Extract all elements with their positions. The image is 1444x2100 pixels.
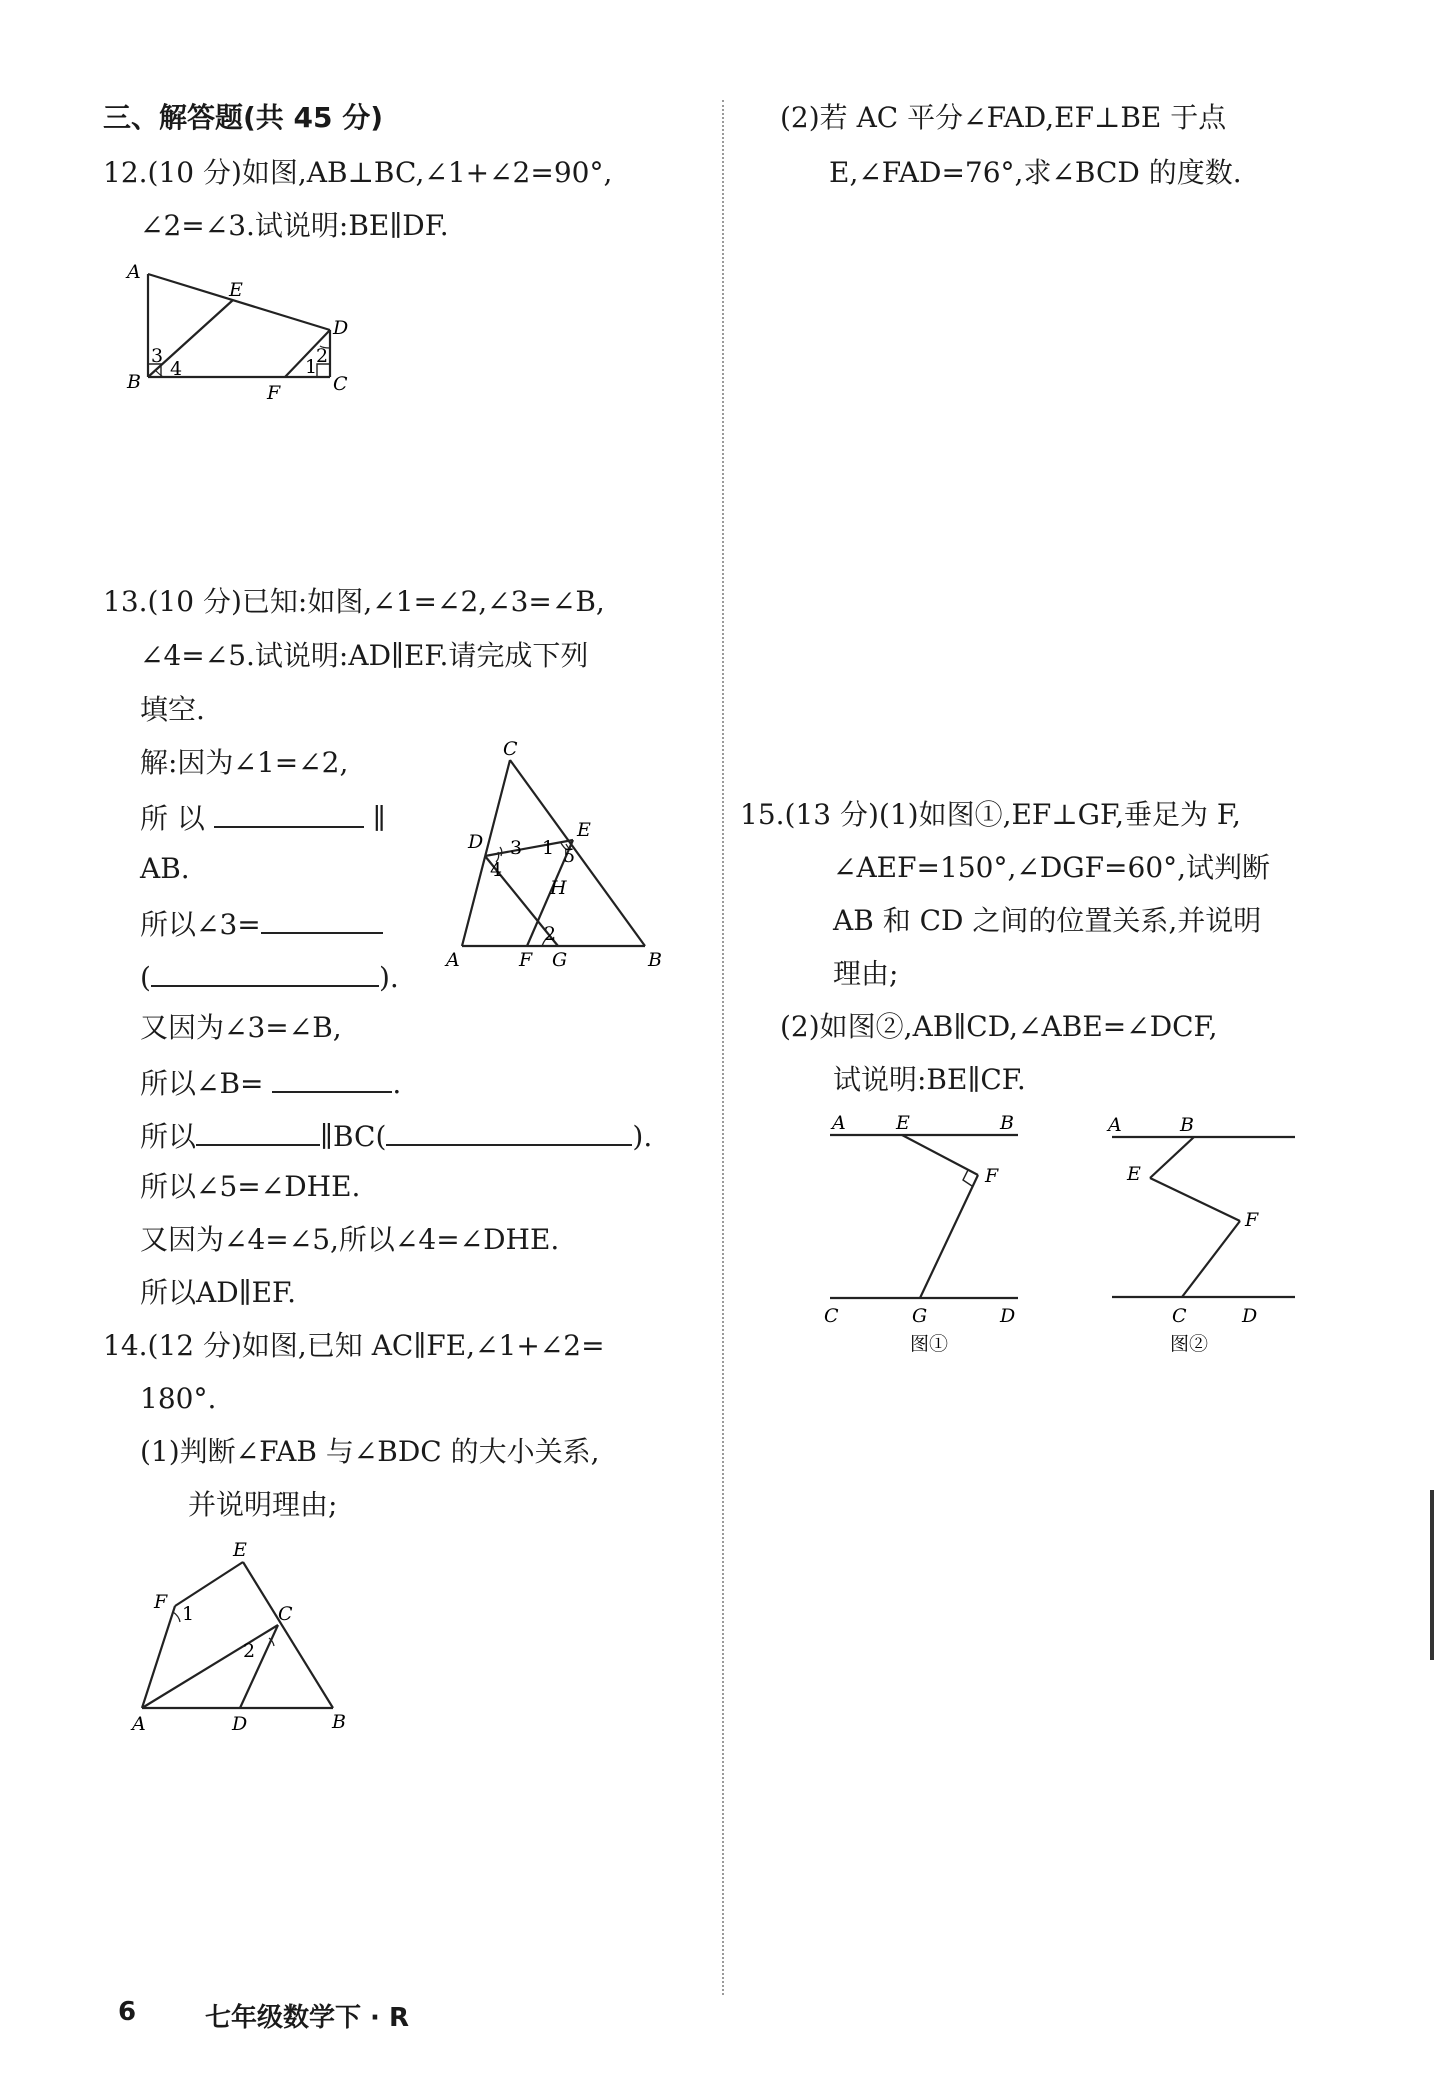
q12-line1: 12.(10 分)如图,AB⊥BC,∠1+∠2=90°,	[103, 156, 613, 189]
q13-blank-5[interactable]	[196, 1116, 320, 1146]
q15-figure-2	[1102, 1110, 1352, 1355]
q13-line1: 13.(10 分)已知:如图,∠1=∠2,∠3=∠B,	[103, 585, 605, 618]
q12-label-F: F	[267, 382, 281, 402]
q13-step6: 又因为∠3=∠B,	[140, 1011, 342, 1044]
book-title: 七年级数学下 · R	[205, 2003, 410, 2033]
q12-line2: ∠2=∠3.试说明:BE∥DF.	[140, 209, 449, 242]
q15-line1: 15.(13 分)(1)如图①,EF⊥GF,垂足为 F,	[740, 798, 1241, 831]
q13-blank-3[interactable]	[151, 957, 379, 987]
q13-blank-6[interactable]	[386, 1116, 632, 1146]
q13-step11: 所以AD∥EF.	[140, 1276, 297, 1309]
q12-label-4: 4	[170, 358, 183, 380]
q15f2-label-D: D	[1242, 1305, 1258, 1327]
q13-label-F: F	[519, 949, 533, 971]
q15f2-label-A: A	[1108, 1114, 1122, 1136]
q14-label-C: C	[278, 1603, 293, 1625]
q13-label-1: 1	[542, 837, 555, 859]
q13-blank-1[interactable]	[214, 798, 364, 828]
q13-step5-open: (	[140, 961, 151, 994]
q15-part2-line1: (2)如图②,AB∥CD,∠ABE=∠DCF,	[780, 1010, 1218, 1043]
section-title: 三、解答题(共 45 分)	[103, 101, 384, 134]
q13-step4-text: 所以∠3=	[140, 908, 261, 941]
q13-label-D: D	[468, 831, 484, 853]
q13-line3: 填空.	[140, 693, 205, 726]
q13-step8-text: 所以	[140, 1120, 197, 1153]
q15f2-label-E: E	[1127, 1163, 1141, 1185]
q13-label-B: B	[648, 949, 662, 971]
q13-blank-4[interactable]	[272, 1063, 392, 1093]
left-column	[0, 0, 720, 2100]
q15-figure-1	[820, 1110, 1070, 1355]
q14-label-E: E	[233, 1539, 247, 1561]
q15-line2: ∠AEF=150°,∠DGF=60°,试判断	[833, 851, 1271, 884]
q14-line1: 14.(12 分)如图,已知 AC∥FE,∠1+∠2=	[103, 1329, 605, 1362]
q13-step2	[140, 798, 386, 837]
q13-step4	[140, 904, 383, 943]
q13-label-A: A	[446, 949, 460, 971]
q15-part2-line2: 试说明:BE∥CF.	[833, 1063, 1026, 1096]
q12-figure	[125, 262, 365, 402]
q13-step8-end: ).	[632, 1120, 653, 1153]
q13-step8-mid: ∥BC(	[320, 1120, 387, 1153]
right-column	[725, 0, 1444, 2100]
q12-label-E: E	[229, 279, 243, 301]
q12-label-2: 2	[316, 345, 329, 367]
q12-label-D: D	[333, 317, 349, 339]
q13-step9: 所以∠5=∠DHE.	[140, 1170, 361, 1203]
q15f2-label-B: B	[1180, 1114, 1194, 1136]
q14-label-B: B	[332, 1711, 346, 1733]
q12-label-3: 3	[151, 345, 164, 367]
q13-label-G: G	[552, 949, 568, 971]
q13-label-5: 5	[563, 845, 576, 867]
q13-step10: 又因为∠4=∠5,所以∠4=∠DHE.	[140, 1223, 560, 1256]
page-number: 6	[118, 1997, 137, 2027]
q13-label-C: C	[503, 738, 518, 760]
q13-step2-text: 所 以	[140, 802, 205, 835]
q13-step7-text: 所以∠B=	[140, 1067, 264, 1100]
q12-label-1: 1	[305, 356, 318, 378]
q15-line4: 理由;	[833, 957, 899, 990]
q12-label-C: C	[333, 373, 348, 395]
q15f1-label-E: E	[896, 1112, 910, 1134]
q13-step1: 解:因为∠1=∠2,	[140, 746, 349, 779]
q13-label-3: 3	[510, 837, 523, 859]
q15f1-caption: 图①	[910, 1333, 949, 1355]
q13-label-4: 4	[490, 859, 503, 881]
q13-label-H: H	[550, 877, 567, 899]
q14-part2-line2: E,∠FAD=76°,求∠BCD 的度数.	[829, 156, 1242, 189]
q13-step7	[140, 1063, 401, 1102]
q15f1-label-A: A	[832, 1112, 846, 1134]
q14-part2-line1: (2)若 AC 平分∠FAD,EF⊥BE 于点	[780, 101, 1227, 134]
q15f1-label-G: G	[912, 1305, 928, 1327]
q15f1-label-C: C	[824, 1305, 839, 1327]
column-divider	[722, 100, 724, 1995]
q14-label-2: 2	[243, 1640, 256, 1662]
q15-line3: AB 和 CD 之间的位置关系,并说明	[833, 904, 1262, 937]
q15f1-label-F: F	[985, 1165, 999, 1187]
q15f2-label-F: F	[1245, 1209, 1259, 1231]
q14-label-1: 1	[182, 1603, 195, 1625]
q12-label-B: B	[127, 371, 141, 393]
q13-figure	[440, 738, 680, 973]
q15f1-label-D: D	[1000, 1305, 1016, 1327]
q15f2-label-C: C	[1172, 1305, 1187, 1327]
q14-label-D: D	[232, 1713, 248, 1735]
q13-step7-end: .	[392, 1067, 402, 1100]
q13-step2-parallel: ∥	[372, 802, 386, 835]
q13-label-E: E	[577, 819, 591, 841]
q14-part1-line2: 并说明理由;	[188, 1488, 338, 1521]
q15f1-label-B: B	[1000, 1112, 1014, 1134]
q13-step3: AB.	[140, 852, 190, 885]
q14-label-F: F	[154, 1591, 168, 1613]
q15f2-caption: 图②	[1170, 1333, 1209, 1355]
q13-step5	[140, 957, 399, 996]
q12-label-A: A	[127, 262, 141, 283]
q14-label-A: A	[132, 1713, 146, 1735]
q13-blank-2[interactable]	[261, 904, 383, 934]
q13-step5-close: ).	[378, 961, 399, 994]
q14-line2: 180°.	[140, 1382, 217, 1415]
q13-label-2: 2	[544, 923, 557, 945]
q13-step8	[140, 1116, 652, 1155]
q14-part1-line1: (1)判断∠FAB 与∠BDC 的大小关系,	[140, 1435, 600, 1468]
q13-line2: ∠4=∠5.试说明:AD∥EF.请完成下列	[140, 639, 589, 672]
q14-figure	[128, 1538, 368, 1738]
